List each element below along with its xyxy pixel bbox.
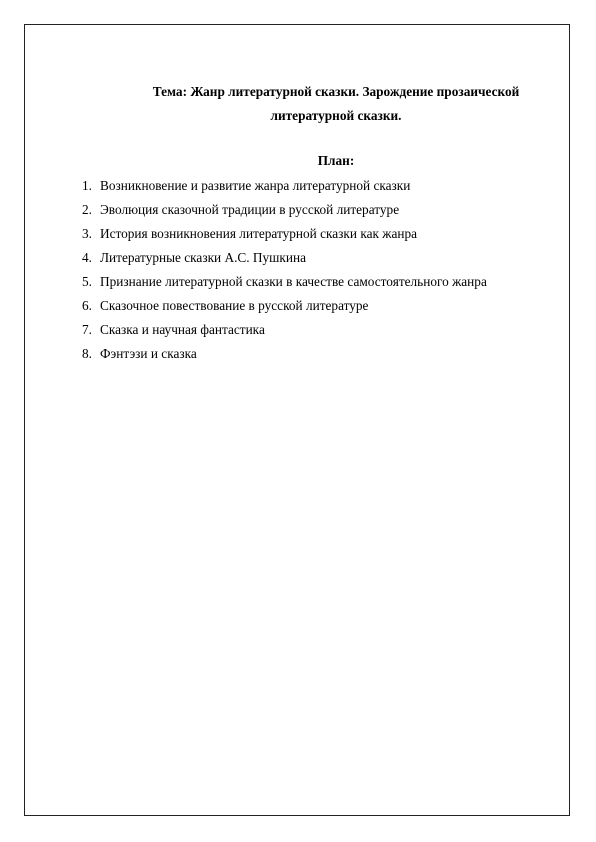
list-item-number: 4. <box>82 250 92 265</box>
list-item-text: Признание литературной сказки в качестве самостоятельного жанра <box>100 274 487 289</box>
list-item-number: 3. <box>82 226 92 241</box>
list-item-text: Литературные сказки А.С. Пушкина <box>100 250 307 265</box>
list-item-number: 2. <box>82 202 92 217</box>
list-item <box>82 296 562 320</box>
title-line-2: литературной сказки. <box>270 108 402 123</box>
list-item-text: Сказочное повествование в русской литературе <box>100 298 369 313</box>
list-item-text: Фэнтэзи и сказка <box>100 346 197 361</box>
list-item-number: 8. <box>82 346 92 361</box>
list-item-number: 6. <box>82 298 92 313</box>
title-line-1: Тема: Жанр литературной сказки. Зарождение прозаической <box>152 84 520 99</box>
list-item-text: Сказка и научная фантастика <box>100 322 265 337</box>
page-border <box>24 24 570 816</box>
plan-heading: План: <box>317 153 355 168</box>
document-title <box>84 80 588 128</box>
list-item-number: 7. <box>82 322 92 337</box>
list-item-text: История возникновения литературной сказки как жанра <box>100 226 418 241</box>
list-item <box>82 344 562 368</box>
list-item-text: Эволюция сказочной традиции в русской литературе <box>100 202 400 217</box>
list-item <box>82 224 562 248</box>
list-item <box>82 248 562 272</box>
list-item <box>82 200 562 224</box>
list-item-number: 5. <box>82 274 92 289</box>
list-item <box>82 320 562 344</box>
list-item <box>82 272 562 296</box>
list-item <box>82 176 562 200</box>
plan-list <box>82 176 562 368</box>
list-item-number: 1. <box>82 178 92 193</box>
list-item-text: Возникновение и развитие жанра литературной сказки <box>100 178 411 193</box>
